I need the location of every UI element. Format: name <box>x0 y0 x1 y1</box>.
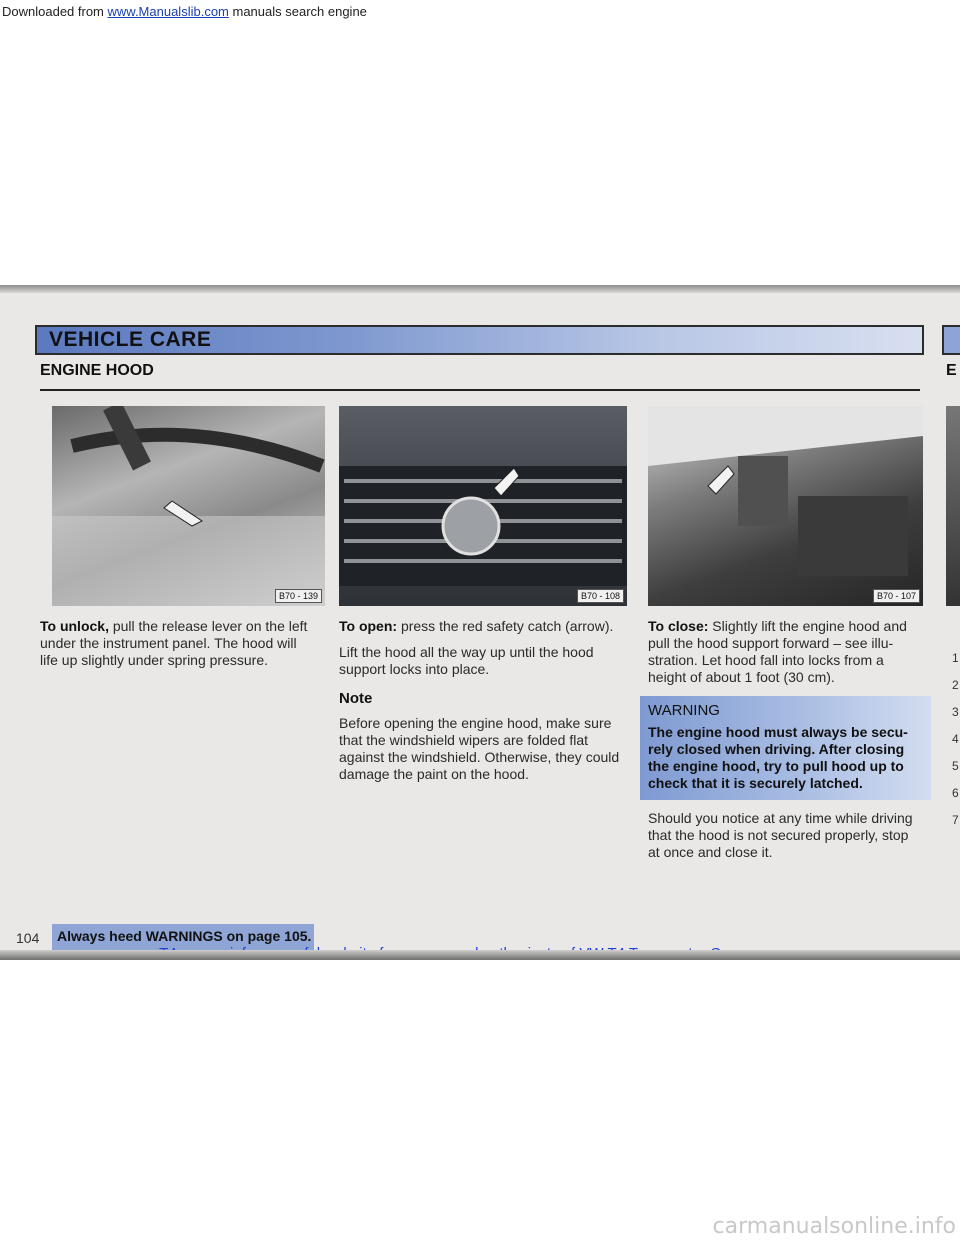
photo-hood-support <box>648 406 923 606</box>
open-text: press the red safety catch (arrow). <box>397 618 614 634</box>
chapter-title: VEHICLE CARE <box>49 328 212 351</box>
download-banner <box>0 0 960 22</box>
scan-top-edge <box>0 285 960 293</box>
photo-release-lever <box>52 406 325 606</box>
photo-code: B70 - 108 <box>577 589 624 603</box>
unlock-text: pull the release lever on the left under the instrument panel. The hood will life up slightly under spring pressure. <box>40 618 308 668</box>
list-number: 1 <box>952 651 959 665</box>
note-text: Before opening the engine hood, make sure that the windshield wipers are folded flat against the windshield. Otherwise, they could damage the paint on the hood. <box>339 715 620 782</box>
list-number: 5 <box>952 759 959 773</box>
chapter-header <box>35 325 924 355</box>
list-number: 6 <box>952 786 959 800</box>
grille-drawing <box>339 406 627 606</box>
close-para-after: Should you notice at any time while driving that the hood is not secured properly, stop at once and close it. <box>648 810 913 860</box>
warning-text: The engine hood must always be secu-rely closed when driving. After closing the engine hood, try to pull hood up to check that it is securely latched. <box>648 724 908 791</box>
steering-wheel-drawing <box>52 406 325 606</box>
next-page-number-list <box>952 645 959 834</box>
list-number: 7 <box>952 813 959 827</box>
open-lead: To open: <box>339 618 398 634</box>
next-page-header-tab <box>942 325 960 355</box>
warning-heading: WARNING <box>648 702 720 719</box>
photo-safety-catch <box>339 406 627 606</box>
photo-code: B70 - 107 <box>873 589 920 603</box>
scanned-page <box>0 285 960 960</box>
note-heading: Note <box>339 690 373 707</box>
unlock-lead: To unlock, <box>40 618 109 634</box>
warning-box <box>640 696 931 800</box>
engine-bay-drawing <box>648 406 923 606</box>
photo-code: B70 - 139 <box>275 589 322 603</box>
site-watermark: carmanualsonline.info <box>712 1214 956 1239</box>
section-rule <box>40 389 920 391</box>
page-number: 104 <box>16 930 40 946</box>
download-suffix: manuals search engine <box>228 4 367 19</box>
close-column <box>648 618 923 870</box>
download-prefix: Downloaded from <box>2 4 108 19</box>
manualslib-link[interactable]: www.Manualslib.com <box>107 4 229 19</box>
open-column <box>339 618 625 792</box>
next-page-section-letter: E <box>946 362 957 379</box>
list-number: 3 <box>952 705 959 719</box>
close-text: Slightly lift the engine hood and pull the hood support forward – see illu-stration. Let hood fall into locks from a height of about 1 foot (30 cm). <box>648 618 907 685</box>
unlock-column <box>40 618 318 678</box>
scan-bottom-edge <box>0 950 960 960</box>
close-lead: To close: <box>648 618 709 634</box>
open-para-2: Lift the hood all the way up until the hood support locks into place. <box>339 644 594 677</box>
list-number: 2 <box>952 678 959 692</box>
warnings-reminder-text: Always heed WARNINGS on page 105. <box>57 928 312 944</box>
list-number: 4 <box>952 732 959 746</box>
section-title: ENGINE HOOD <box>40 362 154 379</box>
next-page-photo-edge <box>946 406 960 606</box>
